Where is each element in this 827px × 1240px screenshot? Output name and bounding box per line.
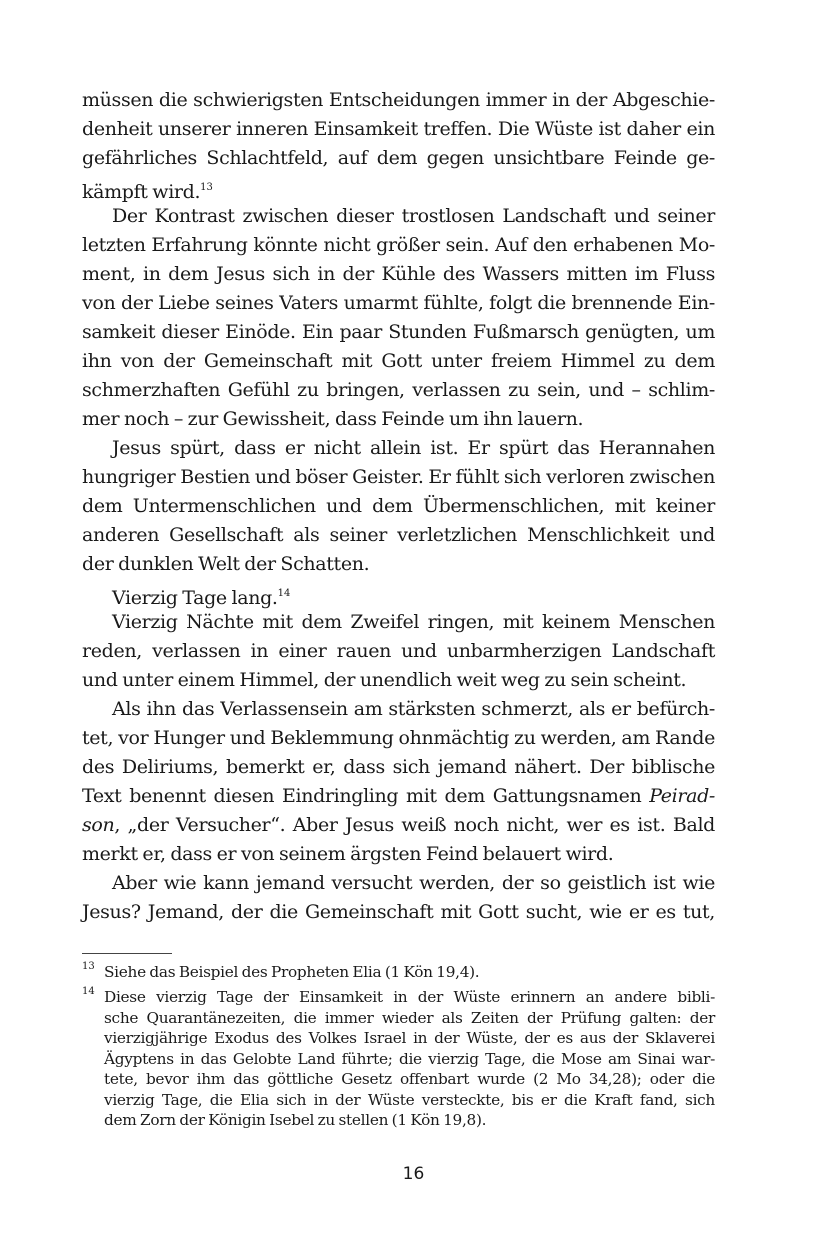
- body-line: reden, verlassen in einer rauen und unbarmherzigen Landschaft: [82, 640, 715, 662]
- body-line: der dunklen Welt der Schatten.: [82, 553, 370, 575]
- body-line: ihn von der Gemeinschaft mit Gott unter freiem Himmel zu dem: [82, 350, 715, 372]
- footnote-line: Diese vierzig Tage der Einsamkeit in der Wüste erinnern an andere bibli-: [104, 988, 715, 1006]
- body-line: kämpft wird.$^{13}$: [82, 181, 213, 203]
- footnote-line: sche Quarantänezeiten, die immer wieder als Zeiten der Prüfung galten: der: [104, 1008, 715, 1027]
- body-line: hungriger Bestien und böser Geister. Er fühlt sich verloren zwischen: [82, 466, 715, 488]
- body-line: Der Kontrast zwischen dieser trostlosen Landschaft und seiner: [112, 205, 715, 227]
- body-line: des Deliriums, bemerkt er, dass sich jemand nähert. Der biblische: [82, 756, 715, 778]
- body-line: mer noch – zur Gewissheit, dass Feinde um ihn lauern.: [82, 408, 584, 430]
- body-line: letzten Erfahrung könnte nicht größer sein. Auf den erhabenen Mo-: [82, 234, 715, 256]
- footnote-ref: 14: [277, 588, 291, 599]
- footnote-line: tete, bevor ihm das göttliche Gesetz offenbart wurde (2 Mo 34,28); oder die: [104, 1070, 715, 1088]
- body-line: gefährliches Schlachtfeld, auf dem gegen unsichtbare Feinde ge-: [82, 147, 715, 169]
- footnote-line: Ägyptens in das Gelobte Land führte; die vierzig Tage, die Mose am Sinai war-: [104, 1049, 715, 1068]
- footnote-number: 14: [82, 986, 95, 997]
- body-line: son, „der Versucher“. Aber Jesus weiß noch nicht, wer es ist. Bald: [82, 814, 715, 836]
- body-line: müssen die schwierigsten Entscheidungen immer in der Abgeschie-: [82, 89, 715, 111]
- body-line: Als ihn das Verlassensein am stärksten schmerzt, als er befürch-: [112, 698, 715, 720]
- footnote-line: Siehe das Beispiel des Propheten Elia (1 Kön 19,4).: [104, 963, 480, 981]
- footnote-line: vierzig Tage, die Elia sich in der Wüste versteckte, bis er die Kraft fand, sich: [104, 1090, 715, 1109]
- footnote-ref: 13: [200, 182, 213, 193]
- body-line: merkt er, dass er von seinem ärgsten Feind belauert wird.: [82, 843, 614, 865]
- body-line: Text benennt diesen Eindringling mit dem Gattungsnamen Peirad-: [82, 785, 715, 807]
- body-line: und unter einem Himmel, der unendlich weit weg zu sein scheint.: [82, 669, 687, 691]
- footnote-line: dem Zorn der Königin Isebel zu stellen (1 Kön 19,8).: [104, 1111, 487, 1129]
- body-line: Aber wie kann jemand versucht werden, der so geistlich ist wie: [112, 872, 715, 894]
- body-line: denheit unserer inneren Einsamkeit treffen. Die Wüste ist daher ein: [82, 118, 715, 140]
- body-line: samkeit dieser Einöde. Ein paar Stunden Fußmarsch genügten, um: [82, 321, 715, 343]
- body-line: schmerzhaften Gefühl zu bringen, verlassen zu sein, und – schlim-: [82, 379, 715, 401]
- footnote-line: vierzigjährige Exodus des Volkes Israel in der Wüste, der es aus der Sklaverei: [104, 1029, 715, 1047]
- italic-term: son: [82, 814, 115, 836]
- body-line: von der Liebe seines Vaters umarmt fühlte, folgt die brennende Ein-: [82, 292, 715, 314]
- body-line: tet, vor Hunger und Beklemmung ohnmächtig zu werden, am Rande: [82, 727, 715, 749]
- body-line: dem Untermenschlichen und dem Übermenschlichen, mit keiner: [82, 495, 715, 517]
- page-number: 16: [402, 1164, 425, 1184]
- footnote-separator: [82, 953, 172, 954]
- body-line: anderen Gesellschaft als seiner verletzlichen Menschlichkeit und: [82, 524, 715, 546]
- body-line: Vierzig Nächte mit dem Zweifel ringen, mit keinem Menschen: [112, 611, 715, 633]
- body-line: Jesus? Jemand, der die Gemeinschaft mit Gott sucht, wie er es tut,: [82, 901, 715, 923]
- italic-term: Peirad-: [649, 785, 715, 807]
- footnote-number: 13: [82, 961, 95, 972]
- body-line: Vierzig Tage lang.$^{14}$: [112, 587, 291, 609]
- body-line: Jesus spürt, dass er nicht allein ist. Er spürt das Herannahen: [112, 437, 715, 459]
- body-line: ment, in dem Jesus sich in der Kühle des Wassers mitten im Fluss: [82, 263, 715, 285]
